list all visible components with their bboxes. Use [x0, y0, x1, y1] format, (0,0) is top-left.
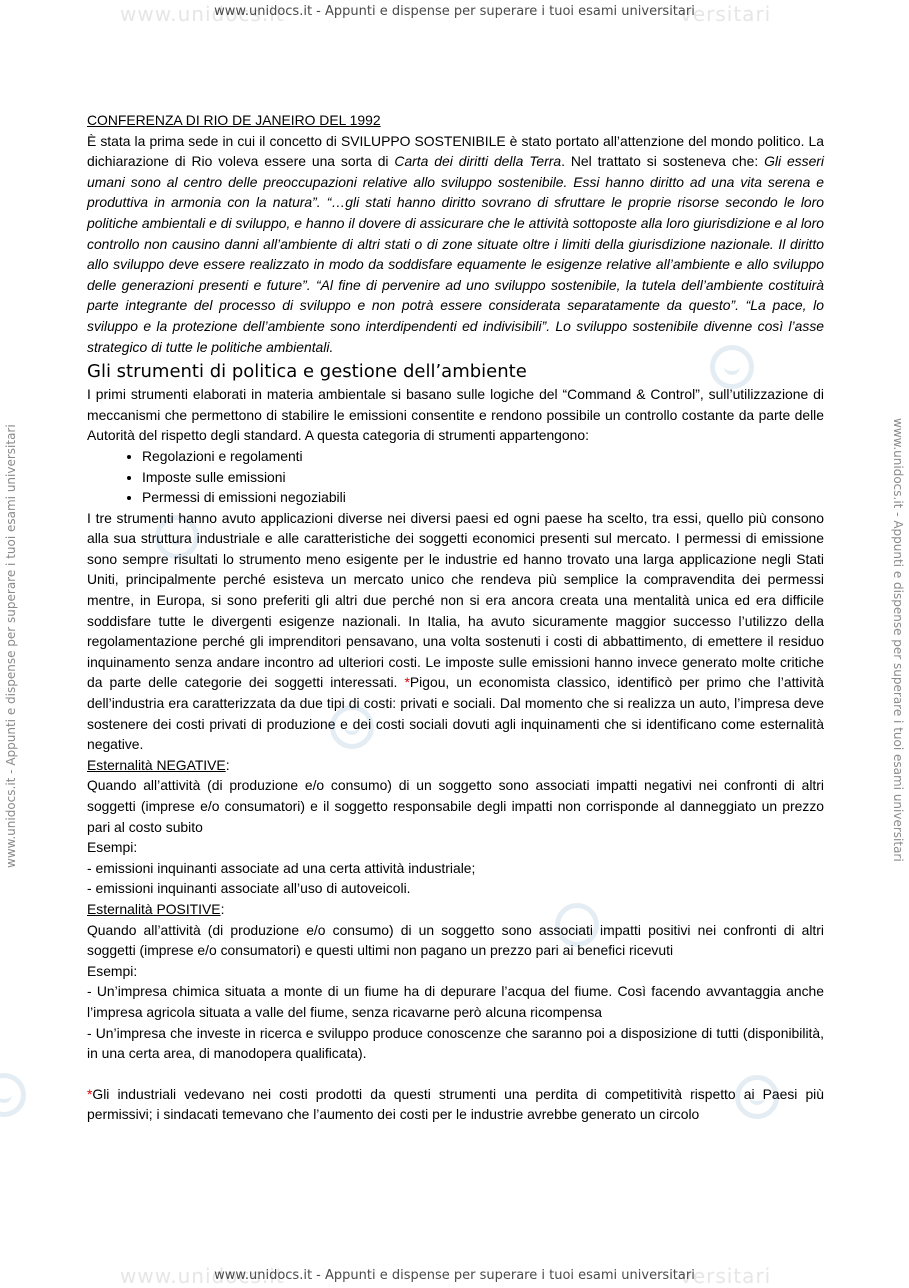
document-body	[87, 110, 824, 1125]
positive-title-colon: :	[220, 900, 225, 917]
ghost-watermark-top-left: www.unidocs.it	[120, 2, 285, 26]
positive-example: - Un’impresa chimica situata a monte di un fiume ha di depurare l’acqua del fiume. Così facendo avvantaggia anche l’impresa agricola situata a valle del fiume, senza ricavarne però alcuna ricompensa	[87, 983, 824, 1020]
positive-examples-label: Esempi:	[87, 962, 138, 979]
positive-definition: Quando all’attività (di produzione e/o consumo) di un soggetto sono associati impatti positivi nei confronti di altri soggetti (imprese e/o consumatori) e questi ultimi non pagano un prezzo pari ai benefici ricevuti	[87, 921, 824, 959]
list-item: • Imposte sulle emissioni	[142, 467, 824, 488]
negative-examples-label: Esempi:	[87, 839, 138, 856]
strumenti-intro: I primi strumenti elaborati in materia ambientale si basano sulle logiche del “Command & Control”, sull’utilizzazione di meccanismi che permettono di stabilire le emissioni consentite e rendono possibile un controllo costante da parte delle Autorità del rispetto degli standard. A questa categoria di strumenti appartengono:	[87, 386, 824, 444]
positive-title	[87, 899, 824, 920]
rio-title: CONFERENZA DI RIO DE JANEIRO DEL 1992	[87, 112, 381, 128]
list-item: • Permessi di emissioni negoziabili	[142, 487, 824, 508]
top-watermark-banner: www.unidocs.it - Appunti e dispense per superare i tuoi esami universitari	[214, 4, 695, 19]
footnote-paragraph	[87, 1084, 824, 1125]
ghost-watermark-bottom-left: www.unidocs.it	[120, 1264, 285, 1288]
rio-quote-italic: Gli esseri umani sono al centro delle preoccupazioni relative allo sviluppo sostenibile. Essi hanno diritto ad una vita serena e produttiva in armonia con la natura”. “…gli stati hanno diritto sovrano di sfruttare le proprie risorse secondo le loro politiche ambientali e di sviluppo, e hanno il dovere di assicurare che le attività sottoposte alla loro giurisdizione e al loro controllo non causino danni all’ambiente di altri stati o di zone situate oltre i limiti della giurisdizione nazionale. Il diritto allo sviluppo deve essere realizzato in modo da soddisfare equamente le esigenze relative all’ambiente e allo sviluppo delle generazioni presenti e future”. “Al fine di pervenire ad uno sviluppo sostenibile, la tutela dell’ambiente costituirà parte integrante del processo di sviluppo e non potrà essere considerata separatamente da questo”. “La pace, lo sviluppo e la protezione dell’ambiente sono interdipendenti ed indivisibili”. Lo sviluppo sostenibile divenne così l’asse strategico di tutte le politiche ambientali.	[87, 153, 825, 355]
positive-example: - Un’impresa che investe in ricerca e sviluppo produce conoscenze che saranno poi a disposizione di tutti (disponibilità, in una certa area, di manodopera qualificata).	[87, 1024, 824, 1062]
footnote-text: Gli industriali vedevano nei costi prodotti da questi strumenti una perdita di competitività rispetto ai Paesi più permissivi; i sindacati temevano che l’aumento dei costi per le industrie avrebbe generato un circolo	[87, 1085, 824, 1123]
negative-title-text: Esternalità NEGATIVE	[87, 756, 226, 773]
right-side-watermark: www.unidocs.it - Appunti e dispense per superare i tuoi esami universitari	[891, 418, 905, 862]
ghost-watermark-top-right: versitari	[680, 2, 772, 26]
strumenti-body	[87, 508, 824, 755]
strumenti-body-text: I tre strumenti hanno avuto applicazioni diverse nei diversi paesi ed ogni paese ha scelto, tra essi, quello più consono alla sua struttura industriale e alle caratteristiche dei soggetti economici presenti sul mercato. I permessi di emissione sono sempre risultati lo strumento meno esigente per le industrie ed hanno trovato una larga applicazione negli Stati Uniti, principalmente perché esisteva un mercato unico che rendeva più semplice la compravendita dei permessi mentre, in Europa, si sono preferiti gli altri due perché non si era ancora creata una mentalità unica ed era difficile soddisfare tutte le divergenti esigenze nazionali. In Italia, ha avuto sicuramente maggior successo l’utilizzo della regolamentazione perché gli imprenditori pensavano, una volta sostenuti i costi di abbattimento, di emettere il residuo inquinamento senza andare incontro ad ulteriori costi. Le imposte sulle emissioni hanno invece generato molte critiche da parte delle categorie dei soggetti interessati.	[87, 509, 824, 691]
negative-title	[87, 755, 824, 776]
pigou-text: Pigou, un economista classico, identificò per primo che l’attività dell’industria era caratterizzata da due tipi di costi: privati e sociali. Dal momento che si realizza un auto, l’impresa deve sostenere dei costi privati di produzione e dei costi sociali dovuti agli inquinamenti che si identificano come esternalità negative.	[87, 674, 824, 753]
negative-example: - emissioni inquinanti associate ad una certa attività industriale;	[87, 859, 476, 876]
negative-example: - emissioni inquinanti associate all’uso di autoveicoli.	[87, 880, 411, 897]
rio-text-1: È stata la prima sede in cui il concetto di SVILUPPO SOSTENIBILE è stato portato all’attenzione del mondo politico. La dichiarazione di Rio voleva essere una sorta di	[87, 132, 824, 170]
strumenti-list	[87, 446, 824, 508]
rio-carta-italic: Carta dei diritti della Terra	[394, 153, 562, 170]
left-side-watermark: www.unidocs.it - Appunti e dispense per superare i tuoi esami universitari	[4, 424, 18, 868]
footnote-marker: *	[87, 1085, 93, 1102]
rio-text-2: . Nel trattato si sosteneva che:	[561, 153, 765, 170]
ghost-watermark-bottom-right: versitari	[680, 1264, 772, 1288]
negative-title-colon: :	[225, 756, 230, 773]
list-item: • Regolazioni e regolamenti	[142, 446, 824, 467]
footnote-marker: *	[404, 674, 410, 691]
positive-title-text: Esternalità POSITIVE	[87, 900, 221, 917]
unidocs-logo-icon	[0, 1073, 26, 1117]
rio-paragraph	[87, 131, 824, 358]
bottom-watermark-banner: www.unidocs.it - Appunti e dispense per superare i tuoi esami universitari	[214, 1268, 695, 1283]
section-heading: Gli strumenti di politica e gestione dell’ambiente	[87, 361, 527, 383]
negative-definition: Quando all’attività (di produzione e/o consumo) di un soggetto sono associati impatti negativi nei confronti di altri soggetti (imprese e/o consumatori) e il soggetto responsabile degli impatti non corrisponde al danneggiato un prezzo pari al costo subito	[87, 777, 824, 835]
blank-line	[87, 1064, 824, 1084]
